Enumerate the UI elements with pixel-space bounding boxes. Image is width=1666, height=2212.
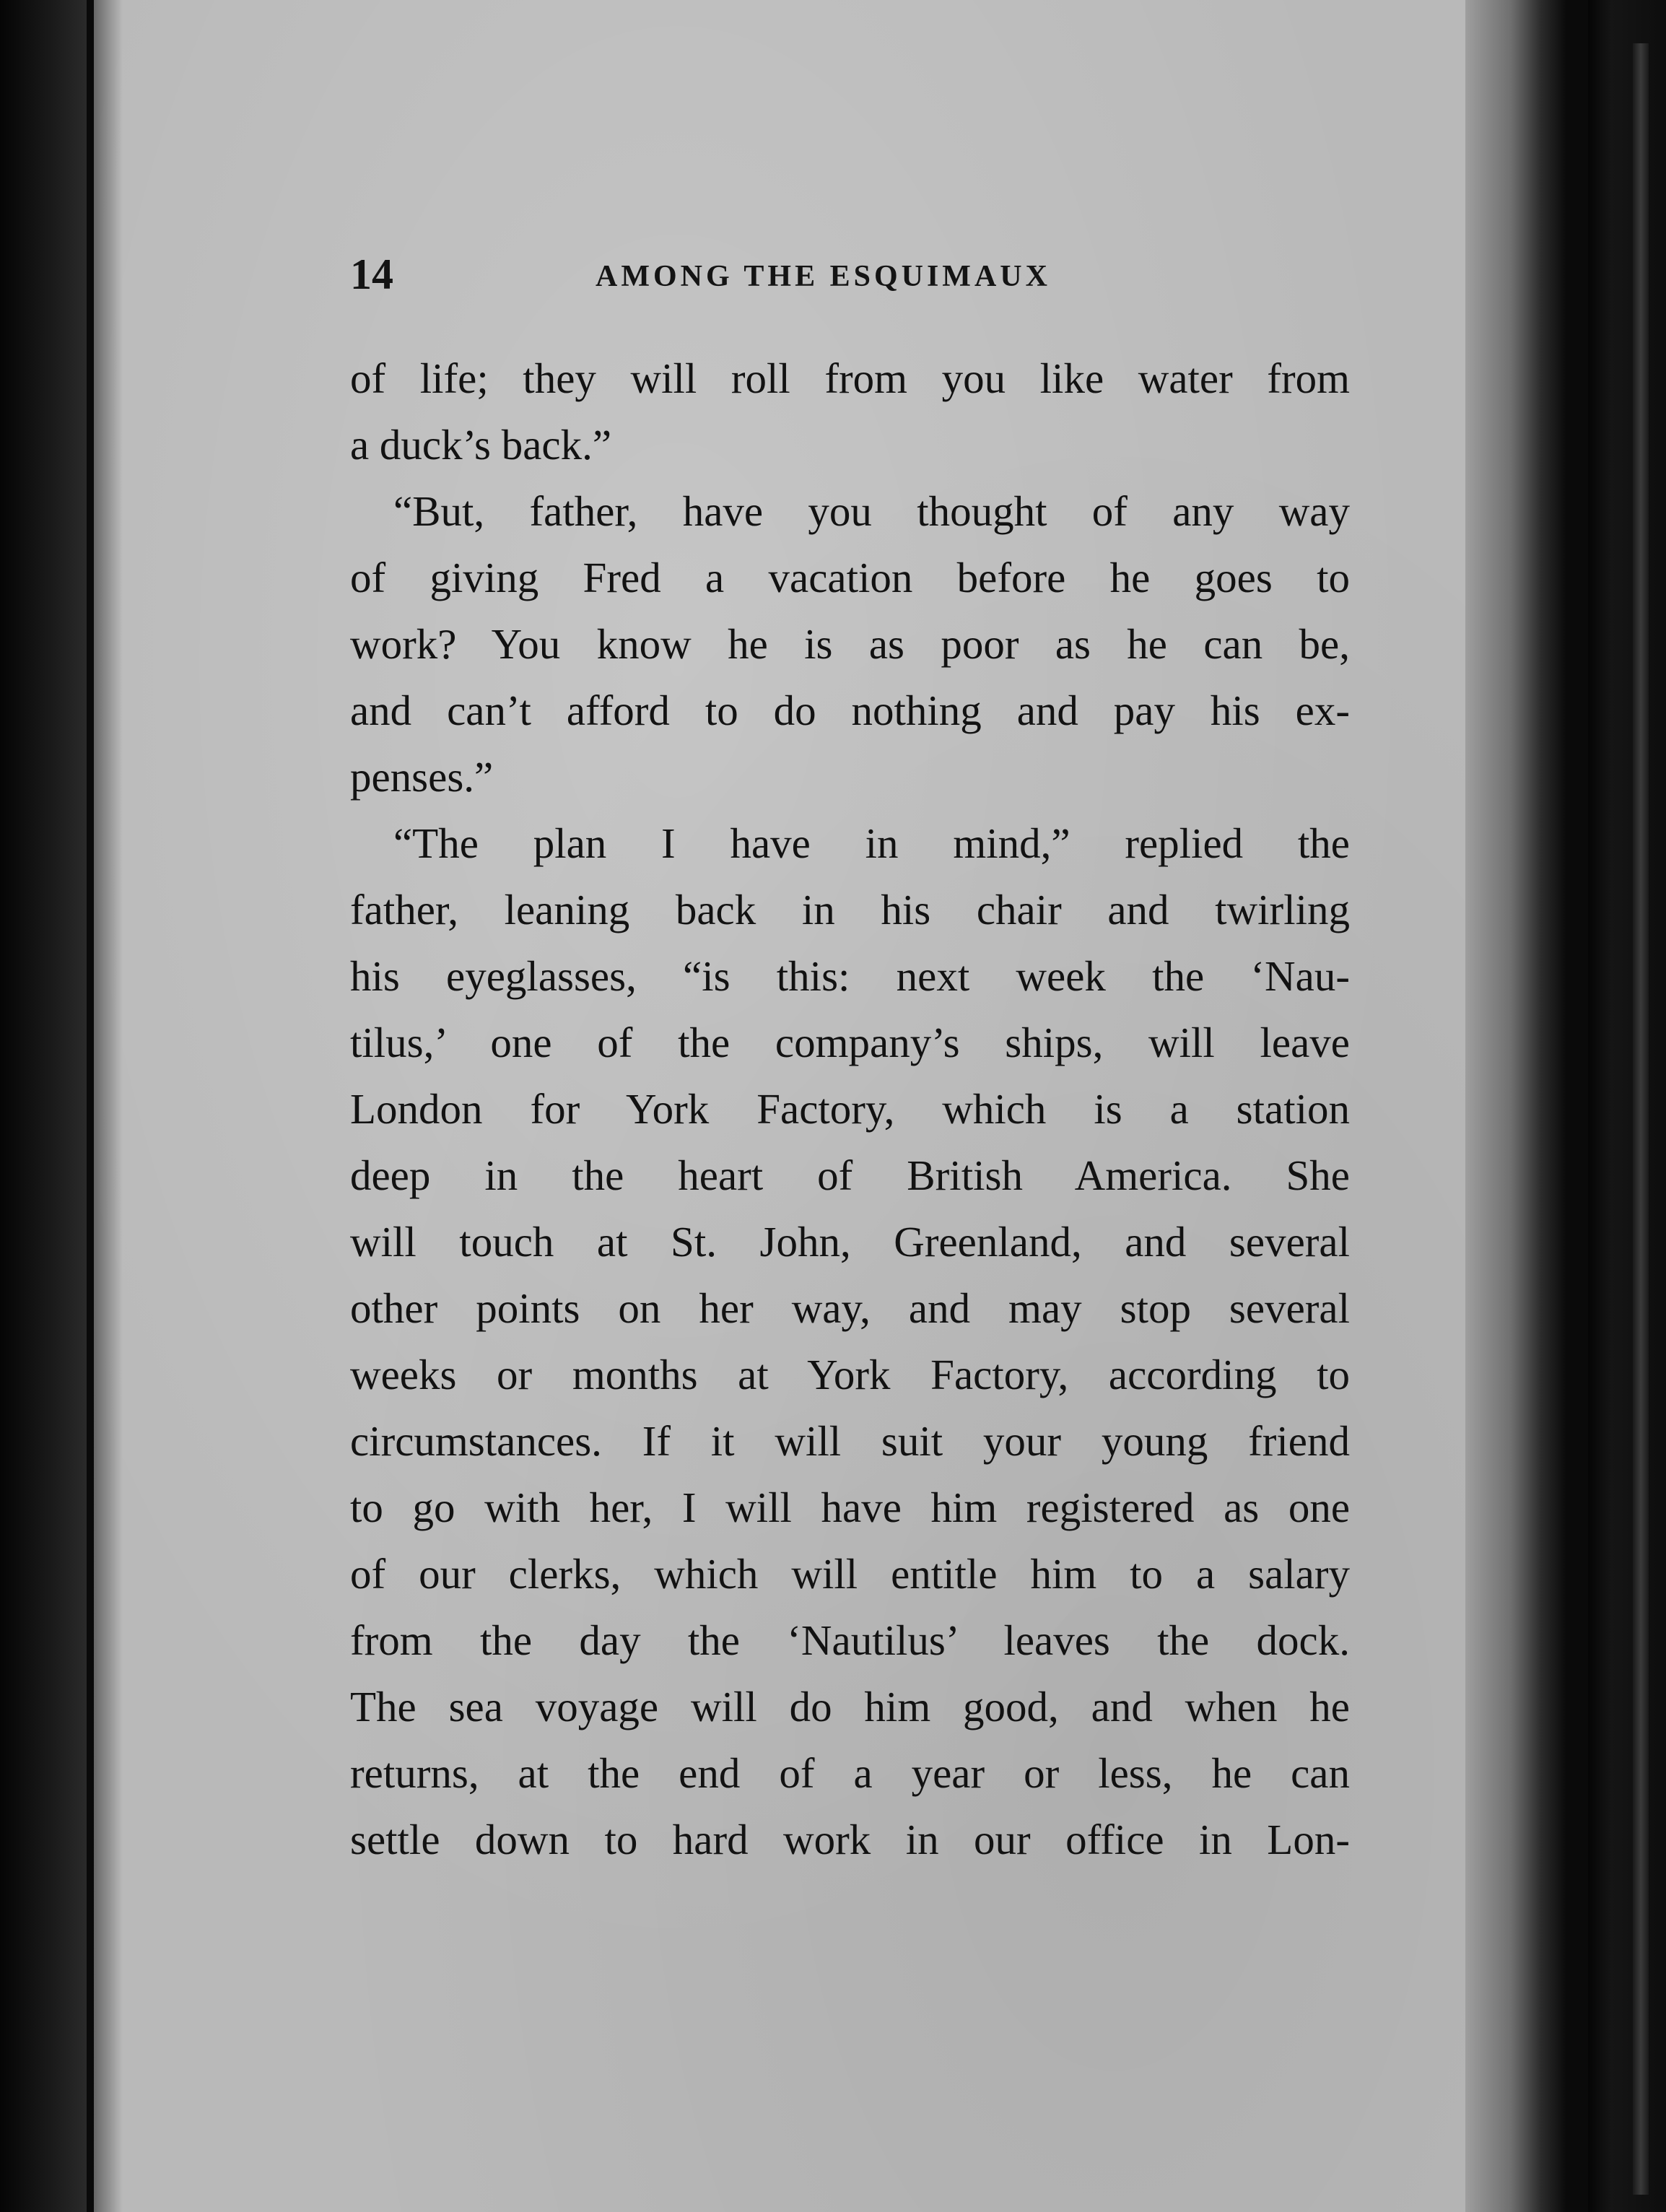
text-line: his eyeglasses, “is this: next week the ‘Nau-: [350, 952, 1350, 1000]
text-line: tilus,’ one of the company’s ships, will leave: [350, 1019, 1350, 1066]
text-line: The sea voyage will do him good, and when he: [350, 1683, 1350, 1730]
running-title: AMONG THE ESQUIMAUX: [596, 260, 1051, 293]
page-edge-shadow: [94, 0, 123, 2212]
text-line: other points on her way, and may stop several: [350, 1284, 1350, 1332]
text-line: work? You know he is as poor as he can be,: [350, 620, 1350, 668]
scan-left-border: [0, 0, 87, 2212]
text-line: settle down to hard work in our office in Lon-: [350, 1816, 1350, 1863]
scan-right-border: [1588, 0, 1666, 2212]
text-line: of giving Fred a vacation before he goes to: [350, 554, 1350, 601]
facing-page-edge: [1633, 43, 1649, 2195]
text-line: and can’t afford to do nothing and pay his ex-: [350, 687, 1350, 734]
text-line: to go with her, I will have him registered as one: [350, 1484, 1350, 1531]
body-text: [350, 345, 1350, 1873]
text-line: will touch at St. John, Greenland, and several: [350, 1218, 1350, 1266]
text-line: circumstances. If it will suit your young friend: [350, 1417, 1350, 1465]
running-head: [350, 245, 1353, 303]
text-line: weeks or months at York Factory, according to: [350, 1351, 1350, 1398]
text-line: father, leaning back in his chair and twirling: [350, 886, 1350, 933]
text-line: “The plan I have in mind,” replied the: [393, 819, 1350, 867]
page-number: 14: [350, 251, 393, 298]
text-line: returns, at the end of a year or less, he can: [350, 1749, 1350, 1797]
text-line: penses.”: [350, 753, 494, 801]
text-line: from the day the ‘Nautilus’ leaves the dock.: [350, 1616, 1350, 1664]
text-line: deep in the heart of British America. She: [350, 1151, 1350, 1199]
text-line: London for York Factory, which is a station: [350, 1085, 1350, 1133]
text-line: of our clerks, which will entitle him to a salary: [350, 1550, 1350, 1598]
text-line: of life; they will roll from you like water from: [350, 354, 1350, 402]
page-gutter-shadow: [1465, 0, 1566, 2212]
text-line: “But, father, have you thought of any way: [393, 487, 1350, 535]
text-line: a duck’s back.”: [350, 421, 612, 469]
